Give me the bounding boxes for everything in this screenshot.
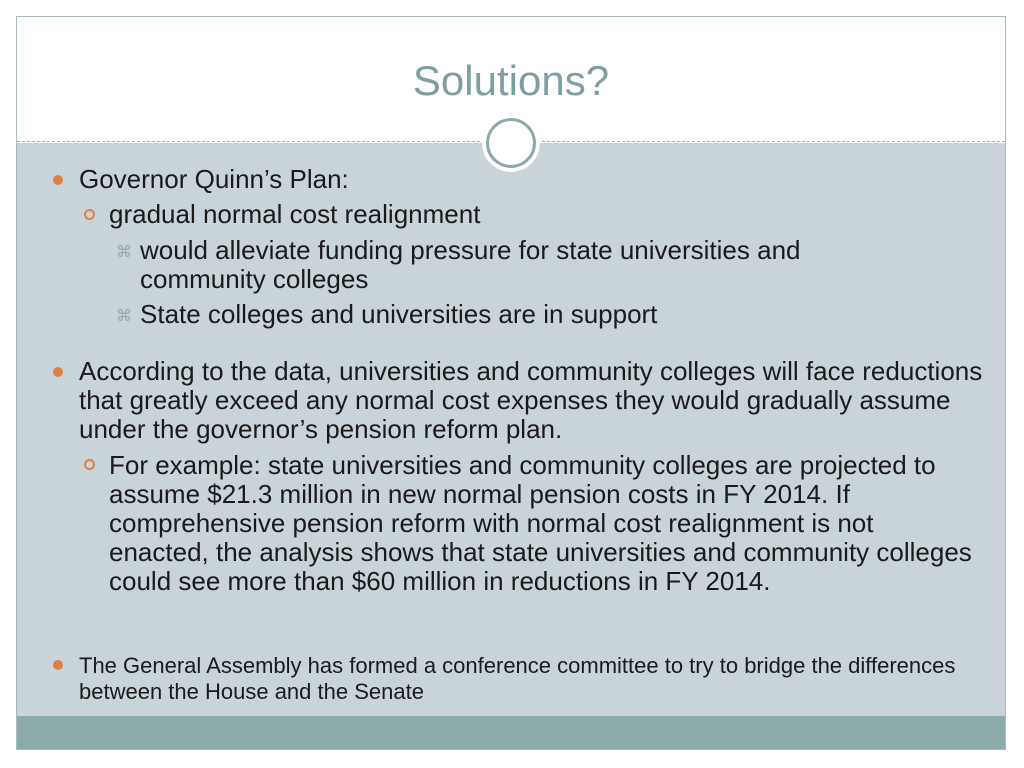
slide-title: Solutions? bbox=[412, 57, 610, 104]
bullet-dot-icon bbox=[53, 660, 63, 670]
bullet-text: According to the data, universities and community colleges will face reductions that greatly exceed any normal cost expenses they would gradually assume under the governor’s pension reform plan. bbox=[79, 356, 983, 444]
bullet-cross-icon: ⌘ bbox=[116, 308, 132, 325]
bullet-ring-icon bbox=[84, 459, 95, 470]
bullet-cross-icon: ⌘ bbox=[116, 244, 132, 261]
sub-bullet-text: For example: state universities and community colleges are projected to assume $21.3 million in new normal pension costs in FY 2014. If comprehensive pension reform with normal cost realignment is not enacted, the analysis shows that state universities and community colleges could see more than $60 million in reductions in FY 2014. bbox=[109, 450, 972, 596]
bullet-ring-icon bbox=[84, 209, 95, 220]
sub-bullet-text: gradual normal cost realignment bbox=[109, 199, 481, 229]
bullet-text: Governor Quinn’s Plan: bbox=[79, 164, 349, 194]
sub-sub-bullet-text: would alleviate funding pressure for state universities and community colleges bbox=[140, 235, 801, 294]
bullet-text: The General Assembly has formed a conference committee to try to bridge the differences between the House and the Senate bbox=[79, 653, 956, 704]
bullet-dot-icon bbox=[53, 367, 63, 377]
sub-sub-bullet-text: State colleges and universities are in support bbox=[140, 299, 658, 329]
circle-ornament-icon bbox=[486, 118, 536, 168]
footer-band bbox=[17, 716, 1005, 750]
bullet-dot-icon bbox=[53, 175, 63, 185]
